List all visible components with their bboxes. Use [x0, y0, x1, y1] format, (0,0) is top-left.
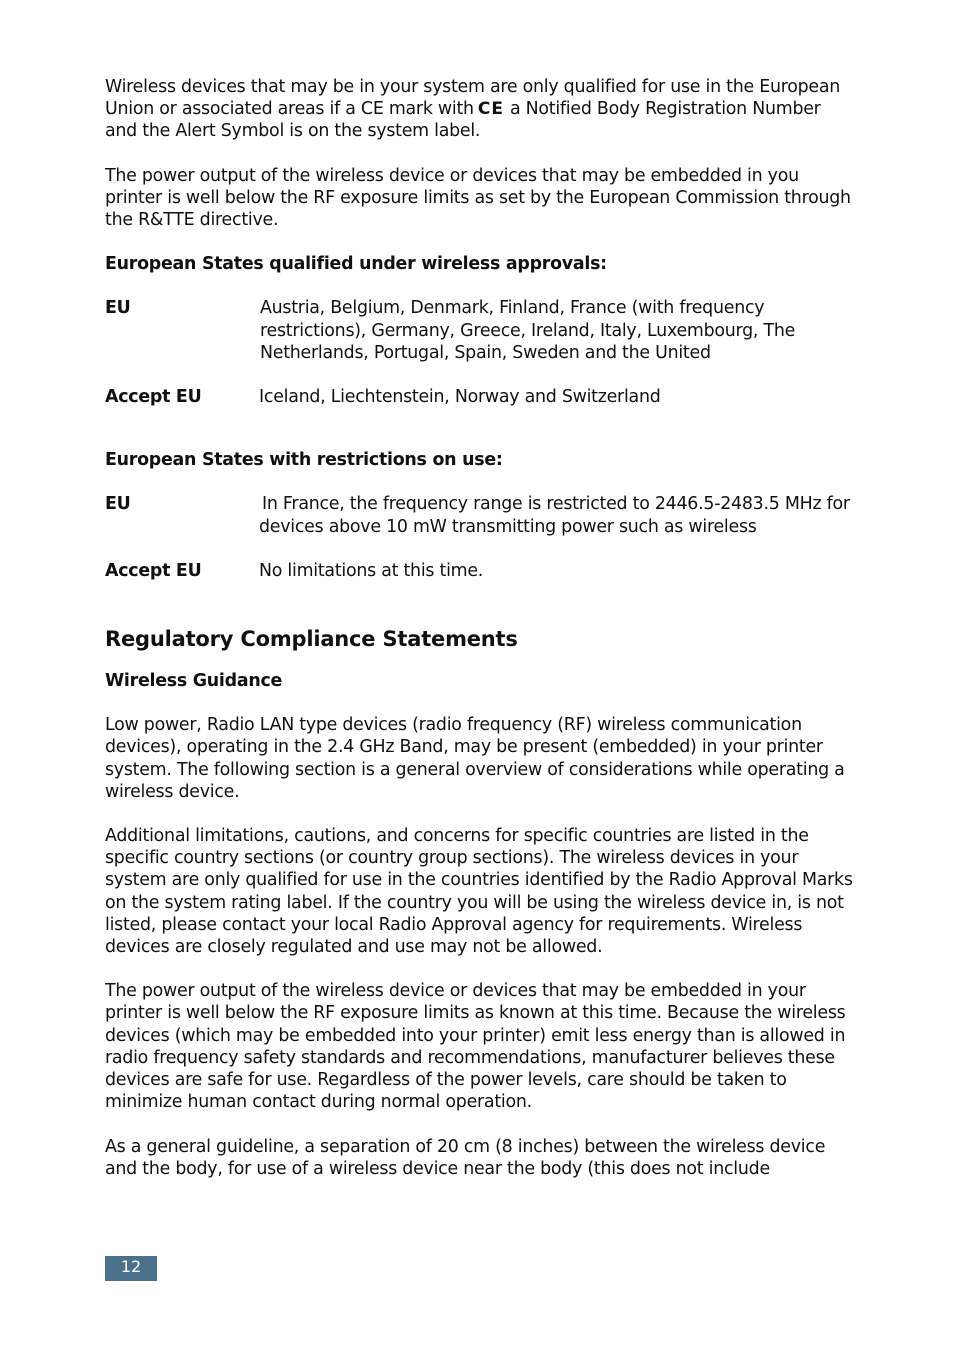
qualified-row-eu [105, 297, 855, 364]
page-number-badge: 12 [105, 1256, 157, 1281]
section-title: Regulatory Compliance Statements [105, 627, 518, 652]
qualified-heading: European States qualified under wireless approvals: [105, 254, 607, 275]
body-paragraph: Additional limitations, cautions, and concerns for specific countries are listed in the specific country sections (or country group sections). The wireless devices in your system are only qualified for use in the countries identified by the Radio Approval Marks on the system rating label. If the country you will be using the wireless device in, is not listed, please contact your local Radio Approval agency for requirements. Wireless devices are closely regulated and use may not be allowed. [105, 826, 853, 958]
intro-text-b: a Notified Body Registration Number and the Alert Symbol is on the system label. [105, 99, 821, 142]
body-paragraph: As a general guideline, a separation of 20 cm (8 inches) between the wireless device and the body, for use of a wireless device near the body (this does not include [105, 1136, 826, 1179]
row-value: No limitations at this time. [259, 560, 484, 581]
intro-text-a: Wireless devices that may be in your system are only qualified for use in the European Union or associated areas if a CE mark with [105, 77, 841, 120]
row-label: EU [105, 298, 131, 319]
ce-mark-icon: CE [477, 99, 504, 120]
body-paragraph: The power output of the wireless device or devices that may be embedded in your printer is well below the RF exposure limits as known at this time. Because the wireless devices (which may be embedded into your printer) emit less energy than is allowed in radio frequency safety standards and recommendations, manufacturer believes these devices are safe for use. Regardless of the power levels, care should be taken to minimize human contact during normal operation. [105, 981, 846, 1113]
body-paragraph: Low power, Radio LAN type devices (radio frequency (RF) wireless communication devices), operating in the 2.4 GHz Band, may be present (embedded) in your printer system. The following section is a general overview of considerations while operating a wireless device. [105, 715, 845, 802]
intro-paragraph-1 [105, 76, 855, 143]
row-value: Austria, Belgium, Denmark, Finland, France (with frequency restrictions), Germany, Greece, Ireland, Italy, Luxembourg, The Netherlands, Portugal, Spain, Sweden and the United [260, 298, 796, 363]
row-value: In France, the frequency range is restricted to 2446.5-2483.5 MHz for devices above 10 mW transmitting power such as wireless [259, 494, 850, 537]
subsection-heading: Wireless Guidance [105, 671, 283, 692]
document-page [105, 76, 855, 1180]
row-label: EU [105, 494, 131, 515]
restrictions-row-accept-eu [105, 560, 855, 582]
restrictions-row-eu [105, 493, 855, 537]
row-value: Iceland, Liechtenstein, Norway and Switzerland [259, 387, 661, 408]
row-label: Accept EU [105, 560, 202, 581]
row-label: Accept EU [105, 387, 202, 408]
intro-paragraph-2: The power output of the wireless device or devices that may be embedded in you printer is well below the RF exposure limits as set by the European Commission through the R&TTE directive. [105, 165, 851, 231]
restrictions-heading: European States with restrictions on use: [105, 450, 503, 471]
qualified-row-accept-eu [105, 386, 855, 408]
